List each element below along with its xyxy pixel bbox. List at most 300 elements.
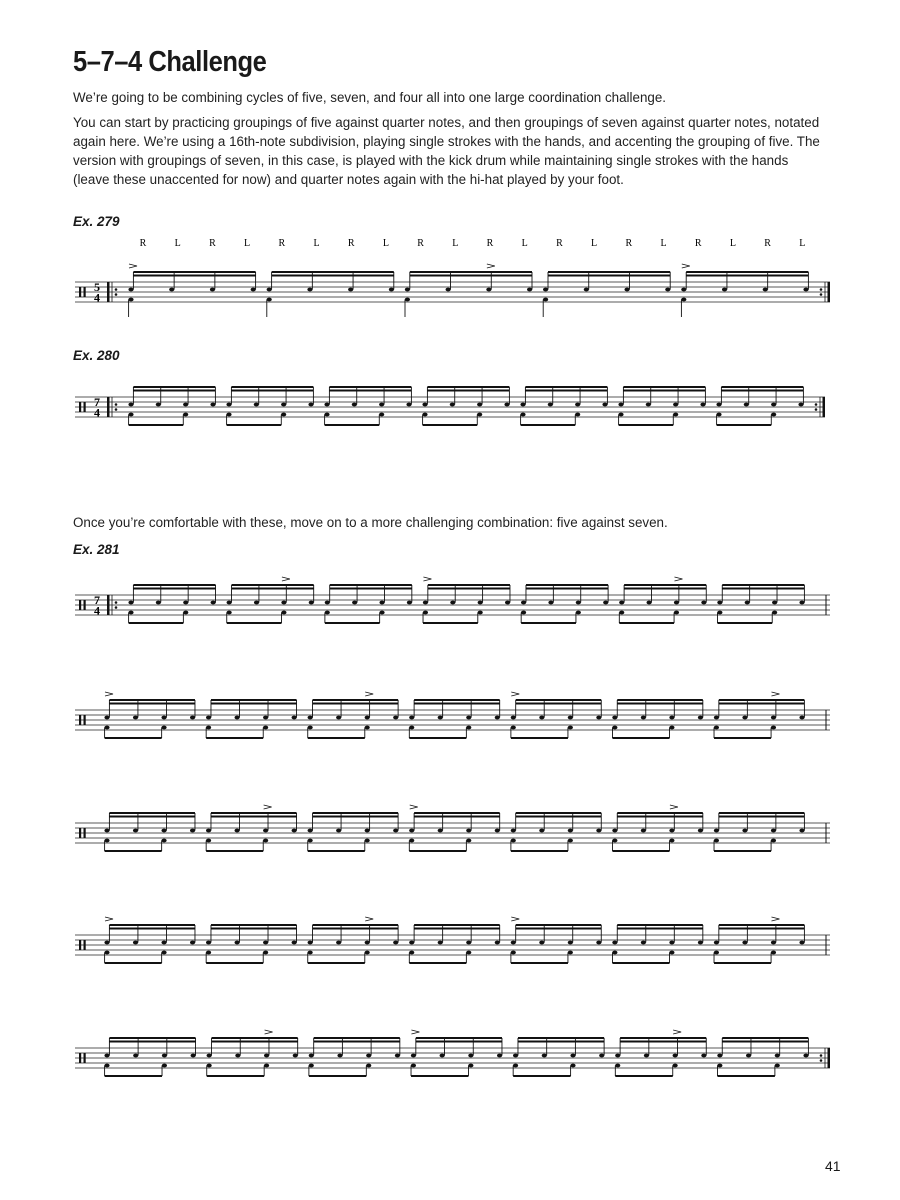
example-280-label: Ex. 280 bbox=[73, 348, 120, 363]
sticking-letter: L bbox=[313, 238, 320, 249]
snare-note bbox=[803, 288, 808, 292]
percussion-clef bbox=[79, 940, 81, 950]
snare-note bbox=[548, 403, 553, 407]
example-281-system-1 bbox=[75, 570, 835, 640]
snare-note bbox=[799, 716, 804, 720]
snare-note bbox=[161, 829, 166, 833]
kick-note bbox=[308, 951, 313, 955]
snare-note bbox=[206, 941, 211, 945]
kick-note bbox=[612, 951, 617, 955]
snare-note bbox=[407, 601, 412, 605]
kick-note bbox=[511, 839, 516, 843]
snare-note bbox=[511, 941, 516, 945]
accent-mark bbox=[365, 917, 373, 921]
snare-note bbox=[681, 288, 686, 292]
snare-note bbox=[263, 716, 268, 720]
snare-note bbox=[716, 403, 721, 407]
snare-note bbox=[307, 288, 312, 292]
snare-note bbox=[226, 403, 231, 407]
kick-note bbox=[183, 413, 188, 417]
kick-note bbox=[365, 839, 370, 843]
snare-note bbox=[234, 716, 239, 720]
snare-note bbox=[646, 403, 651, 407]
snare-note bbox=[263, 829, 268, 833]
percussion-clef bbox=[79, 715, 81, 725]
snare-note bbox=[612, 941, 617, 945]
snare-note bbox=[698, 829, 703, 833]
kick-note bbox=[206, 951, 211, 955]
snare-note bbox=[596, 941, 601, 945]
kick-note bbox=[128, 413, 133, 417]
snare-note bbox=[422, 403, 427, 407]
snare-note bbox=[366, 1054, 371, 1058]
snare-note bbox=[799, 941, 804, 945]
snare-note bbox=[701, 1054, 706, 1058]
accent-mark bbox=[771, 917, 779, 921]
kick-note bbox=[365, 951, 370, 955]
kick-note bbox=[104, 951, 109, 955]
snare-note bbox=[190, 941, 195, 945]
kick-note bbox=[104, 839, 109, 843]
accent-mark bbox=[265, 1030, 273, 1034]
snare-note bbox=[336, 941, 341, 945]
kick-note bbox=[161, 951, 166, 955]
snare-note bbox=[293, 1054, 298, 1058]
snare-note bbox=[254, 601, 259, 605]
kick-note bbox=[379, 611, 384, 615]
accent-mark bbox=[264, 805, 272, 809]
kick-note bbox=[161, 839, 166, 843]
snare-note bbox=[665, 288, 670, 292]
snare-note bbox=[717, 601, 722, 605]
snare-note bbox=[575, 403, 580, 407]
snare-note bbox=[742, 941, 747, 945]
kick-note bbox=[128, 611, 133, 615]
hi-hat-foot-note bbox=[267, 298, 272, 302]
snare-note bbox=[438, 941, 443, 945]
example-279-staff bbox=[75, 232, 835, 332]
snare-note bbox=[669, 829, 674, 833]
percussion-clef bbox=[79, 402, 81, 412]
repeat-end-barline bbox=[823, 397, 826, 417]
snare-note bbox=[438, 829, 443, 833]
kick-note bbox=[324, 413, 329, 417]
snare-note bbox=[495, 941, 500, 945]
sticking-letter: L bbox=[244, 238, 251, 249]
snare-note bbox=[714, 716, 719, 720]
snare-note bbox=[576, 601, 581, 605]
snare-note bbox=[423, 601, 428, 605]
snare-note bbox=[698, 716, 703, 720]
snare-note bbox=[539, 716, 544, 720]
sticking-letter: R bbox=[417, 238, 424, 249]
kick-note bbox=[771, 951, 776, 955]
sticking-letter: R bbox=[278, 238, 286, 249]
kick-note bbox=[207, 1064, 212, 1068]
snare-note bbox=[156, 403, 161, 407]
snare-note bbox=[612, 829, 617, 833]
snare-note bbox=[495, 829, 500, 833]
snare-note bbox=[281, 601, 286, 605]
percussion-clef bbox=[84, 715, 86, 725]
snare-note bbox=[405, 288, 410, 292]
snare-note bbox=[234, 829, 239, 833]
snare-note bbox=[673, 403, 678, 407]
snare-note bbox=[183, 601, 188, 605]
accent-mark bbox=[105, 917, 113, 921]
example-281-system-5 bbox=[75, 1023, 835, 1093]
sticking-letter: L bbox=[174, 238, 181, 249]
kick-note bbox=[366, 1064, 371, 1068]
snare-note bbox=[602, 403, 607, 407]
snare-note bbox=[162, 1054, 167, 1058]
kick-note bbox=[511, 951, 516, 955]
kick-note bbox=[568, 951, 573, 955]
snare-note bbox=[504, 403, 509, 407]
accent-mark bbox=[487, 264, 495, 268]
accent-mark bbox=[670, 805, 678, 809]
snare-note bbox=[568, 829, 573, 833]
kick-note bbox=[520, 413, 525, 417]
kick-note bbox=[161, 726, 166, 730]
snare-note bbox=[798, 403, 803, 407]
kick-note bbox=[669, 951, 674, 955]
kick-note bbox=[513, 1064, 518, 1068]
time-signature-bottom: 4 bbox=[94, 405, 100, 420]
sticking-letter: L bbox=[382, 238, 389, 249]
kick-note bbox=[423, 611, 428, 615]
snare-note bbox=[527, 288, 532, 292]
snare-note bbox=[548, 601, 553, 605]
sticking-letter: L bbox=[591, 238, 598, 249]
kick-note bbox=[183, 611, 188, 615]
snare-note bbox=[599, 1054, 604, 1058]
kick-note bbox=[570, 1064, 575, 1068]
snare-note bbox=[700, 403, 705, 407]
snare-note bbox=[379, 403, 384, 407]
kick-note bbox=[325, 611, 330, 615]
snare-note bbox=[619, 601, 624, 605]
kick-note bbox=[468, 1064, 473, 1068]
accent-mark bbox=[511, 917, 519, 921]
snare-note bbox=[521, 601, 526, 605]
repeat-dot bbox=[820, 293, 823, 296]
snare-note bbox=[615, 1054, 620, 1058]
kick-note bbox=[309, 1064, 314, 1068]
kick-note bbox=[775, 1064, 780, 1068]
snare-note bbox=[348, 288, 353, 292]
snare-note bbox=[717, 1054, 722, 1058]
snare-note bbox=[156, 601, 161, 605]
snare-note bbox=[478, 601, 483, 605]
accent-mark bbox=[682, 264, 690, 268]
kick-note bbox=[466, 839, 471, 843]
snare-note bbox=[324, 403, 329, 407]
kick-note bbox=[612, 839, 617, 843]
time-signature-bottom: 4 bbox=[94, 290, 100, 305]
page-title: 5–7–4 Challenge bbox=[73, 46, 267, 78]
percussion-clef bbox=[84, 1053, 86, 1063]
percussion-clef bbox=[79, 287, 81, 297]
kick-note bbox=[264, 1064, 269, 1068]
kick-note bbox=[576, 611, 581, 615]
sticking-letter: R bbox=[556, 238, 563, 249]
repeat-end-barline bbox=[828, 1048, 831, 1068]
snare-note bbox=[206, 829, 211, 833]
snare-note bbox=[309, 601, 314, 605]
snare-note bbox=[466, 829, 471, 833]
snare-note bbox=[520, 403, 525, 407]
accent-mark bbox=[105, 692, 113, 696]
kick-note bbox=[568, 726, 573, 730]
snare-note bbox=[746, 1054, 751, 1058]
accent-mark bbox=[411, 1030, 419, 1034]
kick-note bbox=[615, 1064, 620, 1068]
snare-note bbox=[308, 716, 313, 720]
repeat-dot bbox=[820, 1054, 823, 1057]
accent-mark bbox=[282, 577, 290, 581]
snare-note bbox=[495, 716, 500, 720]
kick-note bbox=[477, 413, 482, 417]
snare-note bbox=[486, 288, 491, 292]
snare-note bbox=[409, 941, 414, 945]
snare-note bbox=[799, 601, 804, 605]
kick-note bbox=[521, 611, 526, 615]
percussion-clef bbox=[84, 600, 86, 610]
snare-note bbox=[104, 829, 109, 833]
kick-note bbox=[771, 726, 776, 730]
snare-note bbox=[206, 716, 211, 720]
snare-note bbox=[539, 829, 544, 833]
time-signature-top: 7 bbox=[94, 395, 100, 409]
snare-note bbox=[742, 716, 747, 720]
sticking-letter: L bbox=[729, 238, 736, 249]
snare-note bbox=[207, 1054, 212, 1058]
kick-note bbox=[568, 839, 573, 843]
snare-note bbox=[133, 1054, 138, 1058]
example-280-staff bbox=[75, 372, 835, 442]
snare-note bbox=[235, 1054, 240, 1058]
kick-note bbox=[206, 839, 211, 843]
sticking-letter: L bbox=[521, 238, 528, 249]
kick-note bbox=[466, 726, 471, 730]
snare-note bbox=[336, 829, 341, 833]
kick-note bbox=[409, 726, 414, 730]
snare-note bbox=[210, 288, 215, 292]
time-signature-top: 7 bbox=[94, 593, 100, 607]
kick-note bbox=[618, 413, 623, 417]
accent-mark bbox=[771, 692, 779, 696]
accent-mark bbox=[511, 692, 519, 696]
percussion-clef bbox=[84, 287, 86, 297]
snare-note bbox=[190, 829, 195, 833]
kick-note bbox=[674, 611, 679, 615]
snare-note bbox=[409, 716, 414, 720]
accent-mark bbox=[674, 577, 682, 581]
snare-note bbox=[352, 601, 357, 605]
snare-note bbox=[505, 601, 510, 605]
sticking-letter: R bbox=[486, 238, 494, 249]
repeat-start-barline bbox=[107, 595, 110, 615]
snare-note bbox=[641, 941, 646, 945]
snare-note bbox=[624, 288, 629, 292]
snare-note bbox=[477, 403, 482, 407]
snare-note bbox=[308, 403, 313, 407]
kick-note bbox=[673, 1064, 678, 1068]
example-281-system-2 bbox=[75, 685, 835, 755]
percussion-clef bbox=[79, 600, 81, 610]
kick-note bbox=[772, 611, 777, 615]
snare-note bbox=[450, 403, 455, 407]
kick-note bbox=[227, 611, 232, 615]
snare-note bbox=[128, 601, 133, 605]
snare-note bbox=[336, 716, 341, 720]
kick-note bbox=[308, 726, 313, 730]
kick-note bbox=[104, 1064, 109, 1068]
snare-note bbox=[497, 1054, 502, 1058]
hi-hat-foot-note bbox=[128, 298, 133, 302]
kick-note bbox=[422, 413, 427, 417]
intro-paragraph: We’re going to be combining cycles of five, seven, and four all into one large coordination challenge. bbox=[73, 90, 667, 105]
kick-note bbox=[771, 413, 776, 417]
snare-note bbox=[161, 941, 166, 945]
snare-note bbox=[698, 941, 703, 945]
snare-note bbox=[133, 941, 138, 945]
snare-note bbox=[210, 403, 215, 407]
snare-note bbox=[646, 601, 651, 605]
percussion-clef bbox=[79, 1053, 81, 1063]
snare-note bbox=[308, 941, 313, 945]
hi-hat-foot-note bbox=[543, 298, 548, 302]
repeat-dot bbox=[815, 403, 818, 406]
example-281-system-3 bbox=[75, 798, 835, 868]
kick-note bbox=[716, 413, 721, 417]
snare-note bbox=[742, 829, 747, 833]
snare-note bbox=[803, 1054, 808, 1058]
kick-note bbox=[226, 413, 231, 417]
repeat-start-barline bbox=[107, 282, 110, 302]
kick-note bbox=[771, 839, 776, 843]
snare-note bbox=[128, 288, 133, 292]
sticking-letter: L bbox=[660, 238, 667, 249]
snare-note bbox=[669, 716, 674, 720]
snare-note bbox=[104, 716, 109, 720]
hi-hat-foot-note bbox=[681, 298, 686, 302]
hi-hat-foot-note bbox=[405, 298, 410, 302]
snare-note bbox=[190, 716, 195, 720]
kick-note bbox=[714, 951, 719, 955]
snare-note bbox=[466, 941, 471, 945]
repeat-dot bbox=[820, 1059, 823, 1062]
kick-note bbox=[612, 726, 617, 730]
snare-note bbox=[513, 1054, 518, 1058]
snare-note bbox=[466, 716, 471, 720]
snare-note bbox=[570, 1054, 575, 1058]
percussion-clef bbox=[84, 828, 86, 838]
snare-note bbox=[263, 941, 268, 945]
snare-note bbox=[468, 1054, 473, 1058]
kick-note bbox=[717, 611, 722, 615]
snare-note bbox=[596, 716, 601, 720]
accent-mark bbox=[410, 805, 418, 809]
snare-note bbox=[543, 288, 548, 292]
kick-note bbox=[466, 951, 471, 955]
snare-note bbox=[292, 829, 297, 833]
kick-note bbox=[619, 611, 624, 615]
page-number: 41 bbox=[825, 1158, 841, 1174]
percussion-clef bbox=[79, 828, 81, 838]
kick-note bbox=[379, 413, 384, 417]
snare-note bbox=[409, 829, 414, 833]
snare-note bbox=[714, 941, 719, 945]
repeat-dot bbox=[115, 408, 118, 411]
time-signature-top: 5 bbox=[94, 280, 100, 294]
snare-note bbox=[542, 1054, 547, 1058]
snare-note bbox=[568, 941, 573, 945]
snare-note bbox=[438, 716, 443, 720]
kick-note bbox=[263, 839, 268, 843]
kick-note bbox=[717, 1064, 722, 1068]
sticking-letter: L bbox=[799, 238, 806, 249]
snare-note bbox=[772, 601, 777, 605]
snare-note bbox=[669, 941, 674, 945]
snare-note bbox=[379, 601, 384, 605]
snare-note bbox=[722, 288, 727, 292]
snare-note bbox=[440, 1054, 445, 1058]
kick-note bbox=[365, 726, 370, 730]
kick-note bbox=[411, 1064, 416, 1068]
snare-note bbox=[365, 829, 370, 833]
snare-note bbox=[446, 288, 451, 292]
sticking-letter: R bbox=[139, 238, 147, 249]
snare-note bbox=[673, 1054, 678, 1058]
snare-note bbox=[183, 403, 188, 407]
sticking-letter: R bbox=[694, 238, 702, 249]
snare-note bbox=[161, 716, 166, 720]
snare-note bbox=[389, 288, 394, 292]
accent-mark bbox=[673, 1030, 681, 1034]
snare-note bbox=[393, 716, 398, 720]
snare-note bbox=[641, 716, 646, 720]
snare-note bbox=[104, 1054, 109, 1058]
snare-note bbox=[191, 1054, 196, 1058]
snare-note bbox=[254, 403, 259, 407]
repeat-dot bbox=[115, 293, 118, 296]
kick-note bbox=[714, 726, 719, 730]
kick-note bbox=[409, 839, 414, 843]
snare-note bbox=[771, 829, 776, 833]
sticking-letter: R bbox=[625, 238, 633, 249]
snare-note bbox=[234, 941, 239, 945]
snare-note bbox=[267, 288, 272, 292]
repeat-dot bbox=[115, 606, 118, 609]
transition-paragraph: Once you’re comfortable with these, move on to a more challenging combination: five against seven. bbox=[73, 515, 668, 530]
kick-note bbox=[673, 413, 678, 417]
kick-note bbox=[409, 951, 414, 955]
snare-note bbox=[169, 288, 174, 292]
sticking-letter: L bbox=[452, 238, 459, 249]
snare-note bbox=[771, 403, 776, 407]
example-279-label: Ex. 279 bbox=[73, 214, 120, 229]
snare-note bbox=[365, 716, 370, 720]
repeat-dot bbox=[820, 288, 823, 291]
snare-note bbox=[211, 601, 216, 605]
sticking-letter: R bbox=[764, 238, 771, 249]
snare-note bbox=[612, 716, 617, 720]
accent-mark bbox=[423, 577, 431, 581]
snare-note bbox=[450, 601, 455, 605]
snare-note bbox=[763, 288, 768, 292]
